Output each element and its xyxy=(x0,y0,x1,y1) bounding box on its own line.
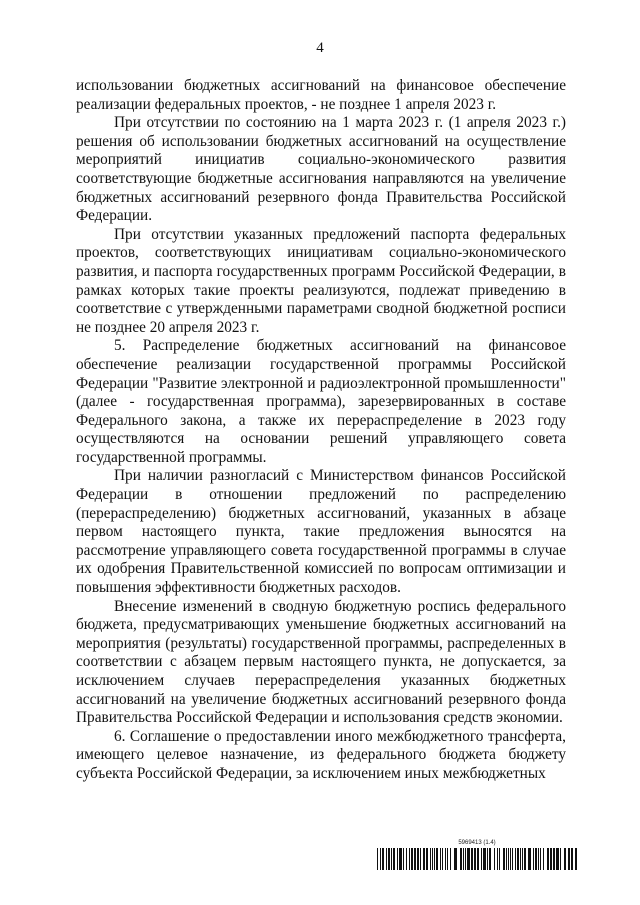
paragraph-item-6: 6. Соглашение о предоставлении иного межбюджетного трансферта, имеющего целевое назначение, из федерального бюджета бюджету субъекта Российской Федерации, за исключением иных межбюджетных xyxy=(76,727,566,782)
document-footer xyxy=(377,840,577,870)
document-code: 5969413 (1.4) xyxy=(458,840,496,846)
paragraph: При отсутствии указанных предложений паспорта федеральных проектов, соответствующих инициативам социально-экономического развития, и паспорта государственных программ Российской Федерации, в рамках которых такие проекты реализуются, подлежат приведению в соответствие с утвержденными параметрами сводной бюджетной росписи не позднее 20 апреля 2023 г. xyxy=(76,225,566,336)
paragraph: При отсутствии по состоянию на 1 марта 2023 г. (1 апреля 2023 г.) решения об использовании бюджетных ассигнований на осуществление мероприятий инициатив социально-экономического развития соответствующие бюджетные ассигнования направляются на увеличение бюджетных ассигнований резервного фонда Правительства Российской Федерации. xyxy=(76,114,566,225)
paragraph: Внесение изменений в сводную бюджетную роспись федерального бюджета, предусматривающих уменьшение бюджетных ассигнований на мероприятия (результаты) государственной программы, распределенных в соответствии с абзацем первым настоящего пункта, не допускается, за исключением случаев перераспределения указанных бюджетных ассигнований на увеличение бюджетных ассигнований резервного фонда Правительства Российской Федерации и использования средств экономии. xyxy=(76,597,566,727)
paragraph-continuation: использовании бюджетных ассигнований на финансовое обеспечение реализации федеральных проектов, - не позднее 1 апреля 2023 г. xyxy=(76,77,566,113)
page-number: 4 xyxy=(316,40,324,56)
barcode xyxy=(377,848,577,870)
paragraph-item-5: 5. Распределение бюджетных ассигнований на финансовое обеспечение реализации государственной программы Российской Федерации "Развитие электронной и радиоэлектронной промышленности" (далее - государственная программа), зарезервированных в составе Федерального закона, а также их перераспределение в 2023 году осуществляются на основании решений управляющего совета государственной программы. xyxy=(76,337,566,466)
document-body xyxy=(76,77,566,784)
paragraph: При наличии разногласий с Министерством финансов Российской Федерации в отношении предложений по распределению (перераспределению) бюджетных ассигнований, указанных в абзаце первом настоящего пункта, такие предложения выносятся на рассмотрение управляющего совета государственной программы в случае их одобрения Правительственной комиссией по вопросам оптимизации и повышения эффективности бюджетных расходов. xyxy=(76,467,566,597)
